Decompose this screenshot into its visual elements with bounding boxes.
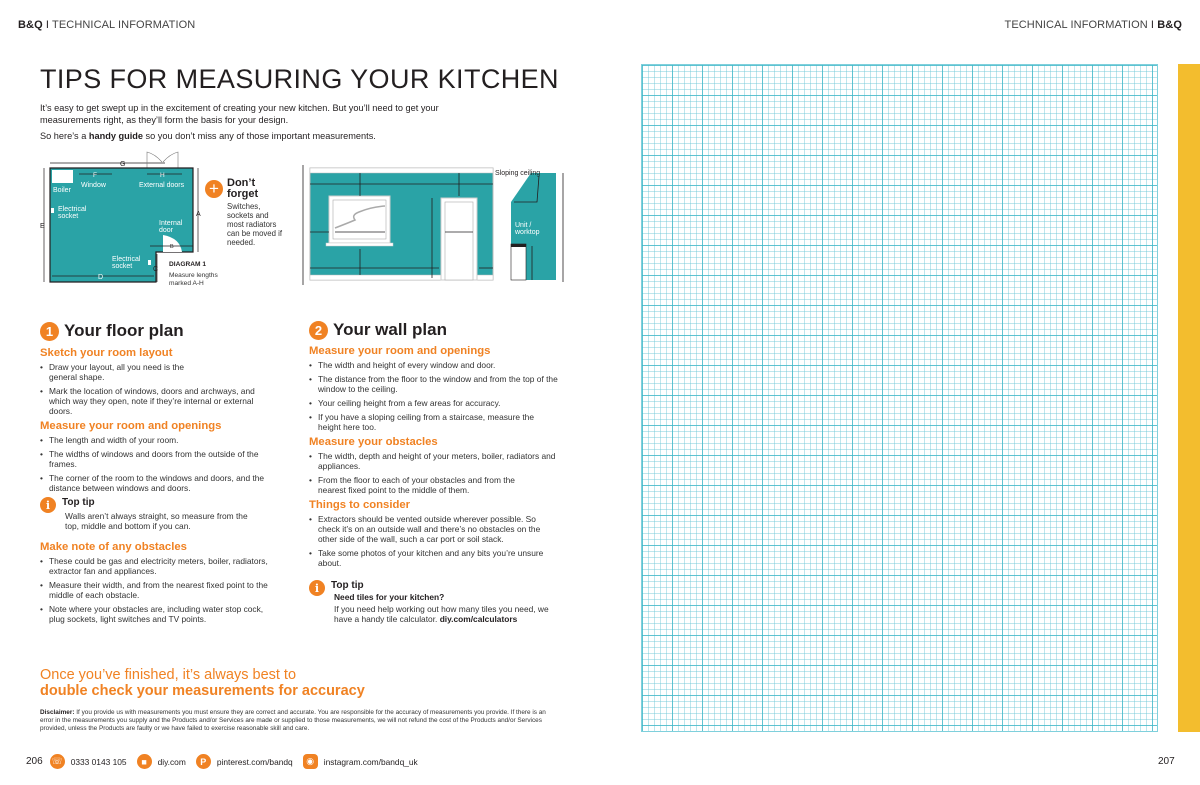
bullet-list — [309, 514, 559, 568]
svg-text:B: B — [170, 244, 174, 250]
step-number-icon: 2 — [309, 321, 328, 340]
footer — [26, 754, 424, 769]
list-item: • The widths of windows and doors from the outside of the frames. — [40, 449, 275, 469]
svg-text:worktop: worktop — [515, 229, 540, 236]
step-number-icon: 1 — [40, 322, 59, 341]
svg-text:G: G — [120, 161, 126, 168]
wall-plan-heading — [309, 320, 559, 340]
plus-icon: + — [205, 180, 223, 198]
info-icon: i — [309, 580, 325, 596]
list-item: • Mark the location of windows, doors and archways, and which way they open, note if they’re internal or external doors. — [40, 386, 265, 416]
phone-icon: ☏ — [50, 754, 65, 769]
callout-body: Switches, sockets and most radiators can be moved if needed. — [227, 202, 283, 247]
svg-text:A: A — [196, 211, 201, 218]
list-item: • The width and height of every window and door. — [309, 360, 559, 370]
subheading: Measure your obstacles — [309, 436, 438, 448]
svg-text:C: C — [153, 266, 159, 273]
section-label: TECHNICAL INFORMATION — [52, 19, 196, 31]
subheading: Make note of any obstacles — [40, 541, 187, 553]
heading-text: Your floor plan — [64, 321, 184, 340]
disclaimer-text: If you provide us with measurements you must ensure they are correct and accurate. You are responsible for the accuracy of measurements you provide. If there is an error in the measurements you supply and the Products and/or Services are made or supplied to those measurements, we will not refund the cost of the Products and/or Services provided, unless the Products are faulty or we have failed to exercise reasonable skill and care. — [40, 709, 546, 732]
svg-text:Electrical: Electrical — [58, 206, 87, 213]
subheading: Sketch your room layout — [40, 347, 173, 359]
top-tip — [40, 497, 285, 531]
instagram-icon: ◉ — [303, 754, 318, 769]
separator: I — [1147, 19, 1158, 31]
subheading: Things to consider — [309, 499, 411, 511]
basket-icon: ■ — [137, 754, 152, 769]
svg-text:H: H — [160, 172, 165, 179]
list-item: • Your ceiling height from a few areas for accuracy. — [309, 398, 559, 408]
wall-plan-section — [309, 320, 559, 624]
intro-paragraph: It’s easy to get swept up in the excitement of creating your new kitchen. But you’ll need to get your measurements right, as they’ll form the basis for your design. — [40, 103, 439, 125]
list-item: • If you have a sloping ceiling from a staircase, measure the height here too. — [309, 412, 559, 432]
website-link[interactable]: diy.com — [157, 756, 186, 767]
diagram-caption — [169, 261, 224, 288]
svg-text:Boiler: Boiler — [53, 187, 71, 194]
svg-text:External doors: External doors — [139, 182, 185, 189]
list-item: • Note where your obstacles are, including water stop cock, plug sockets, light switches and TV points. — [40, 604, 275, 624]
list-item: • Take some photos of your kitchen and any bits you’re unsure about. — [309, 548, 549, 568]
intro-bold: handy guide — [88, 131, 143, 141]
finish-line-2: double check your measurements for accuracy — [40, 683, 365, 699]
disclaimer-label: Disclaimer: — [40, 709, 75, 716]
bullet-list — [309, 360, 559, 432]
pinterest-link[interactable]: pinterest.com/bandq — [216, 756, 293, 767]
list-item: • From the floor to each of your obstacles and from the nearest fixed point to the middle of them. — [309, 475, 519, 495]
svg-text:F: F — [93, 172, 97, 179]
separator: I — [42, 19, 53, 31]
tip-title: Top tip — [331, 580, 364, 591]
list-item: • These could be gas and electricity meters, boiler, radiators, extractor fan and appliances. — [40, 556, 285, 576]
intro-text: so you don’t miss any of those important measurements. — [142, 131, 376, 141]
brand-label: B&Q — [18, 19, 43, 31]
svg-text:D: D — [98, 274, 104, 281]
svg-text:socket: socket — [112, 263, 133, 270]
page-header-right — [1005, 19, 1183, 31]
wall-plan-diagram — [293, 160, 573, 290]
svg-text:Internal: Internal — [159, 220, 183, 227]
bullet-list — [40, 556, 285, 624]
svg-text:door: door — [159, 227, 174, 234]
callout-title: Don’t forget — [227, 177, 259, 200]
tip-text: If you need help working out how many tiles you need, we have a handy tile calculator. — [334, 604, 549, 624]
top-tip — [309, 580, 559, 624]
bullet-list — [309, 451, 559, 495]
svg-text:Electrical: Electrical — [112, 256, 141, 263]
section-label: TECHNICAL INFORMATION — [1004, 19, 1148, 31]
tip-subtitle: Need tiles for your kitchen? — [334, 592, 445, 602]
subheading: Measure your room and openings — [40, 420, 222, 432]
tip-title: Top tip — [62, 497, 95, 508]
dont-forget-callout — [205, 178, 287, 247]
list-item: • The corner of the room to the windows and doors, and the distance between windows and doors. — [40, 473, 275, 493]
disclaimer — [40, 709, 560, 733]
instagram-link[interactable]: instagram.com/bandq_uk — [323, 756, 418, 767]
bullet-list — [40, 362, 285, 416]
page-header-left — [18, 19, 195, 31]
list-item: • Extractors should be vented outside wherever possible. So check it’s on an outside wall and there’s no obstacles on the other side of the wall, such a car port or soil stack. — [309, 514, 559, 544]
intro-text: So here’s a — [40, 131, 89, 141]
floor-plan-heading — [40, 321, 285, 341]
page-number-right: 207 — [1158, 756, 1175, 767]
bullet-list — [40, 435, 285, 493]
tip-body — [331, 604, 556, 624]
pinterest-icon: P — [196, 754, 211, 769]
heading-text: Your wall plan — [333, 320, 447, 339]
floor-plan-section — [40, 321, 285, 628]
svg-text:E: E — [40, 223, 45, 230]
tip-body: Walls aren’t always straight, so measure from the top, middle and bottom if you can. — [65, 511, 248, 531]
yellow-edge-tab — [1178, 64, 1200, 732]
graph-paper-grid — [641, 64, 1158, 732]
page-number-left: 206 — [26, 756, 43, 767]
list-item: • The width, depth and height of your meters, boiler, radiators and appliances. — [309, 451, 559, 471]
subheading: Measure your room and openings — [309, 345, 491, 357]
list-item: • The distance from the floor to the window and from the top of the window to the ceiling. — [309, 374, 559, 394]
svg-text:Unit /: Unit / — [515, 222, 532, 229]
page-title: TIPS FOR MEASURING YOUR KITCHEN — [40, 64, 559, 94]
finish-line-1: Once you’ve finished, it’s always best to — [40, 667, 297, 683]
diagram-caption-body: Measure lengths marked A-H — [169, 272, 218, 287]
list-item: • Measure their width, and from the nearest fixed point to the middle of each obstacle. — [40, 580, 285, 600]
diagram-caption-title: DIAGRAM 1 — [169, 261, 206, 268]
brand-label: B&Q — [1157, 19, 1182, 31]
list-item: • Draw your layout, all you need is the general shape. — [40, 362, 210, 382]
svg-text:Sloping ceiling: Sloping ceiling — [495, 170, 541, 177]
list-item: • The length and width of your room. — [40, 435, 285, 445]
info-icon: i — [40, 497, 56, 513]
svg-text:socket: socket — [58, 213, 79, 220]
calculators-link[interactable]: diy.com/calculators — [439, 614, 518, 624]
phone-number[interactable]: 0333 0143 105 — [70, 756, 127, 767]
intro-guide-line — [40, 131, 460, 143]
svg-text:Window: Window — [81, 182, 106, 189]
